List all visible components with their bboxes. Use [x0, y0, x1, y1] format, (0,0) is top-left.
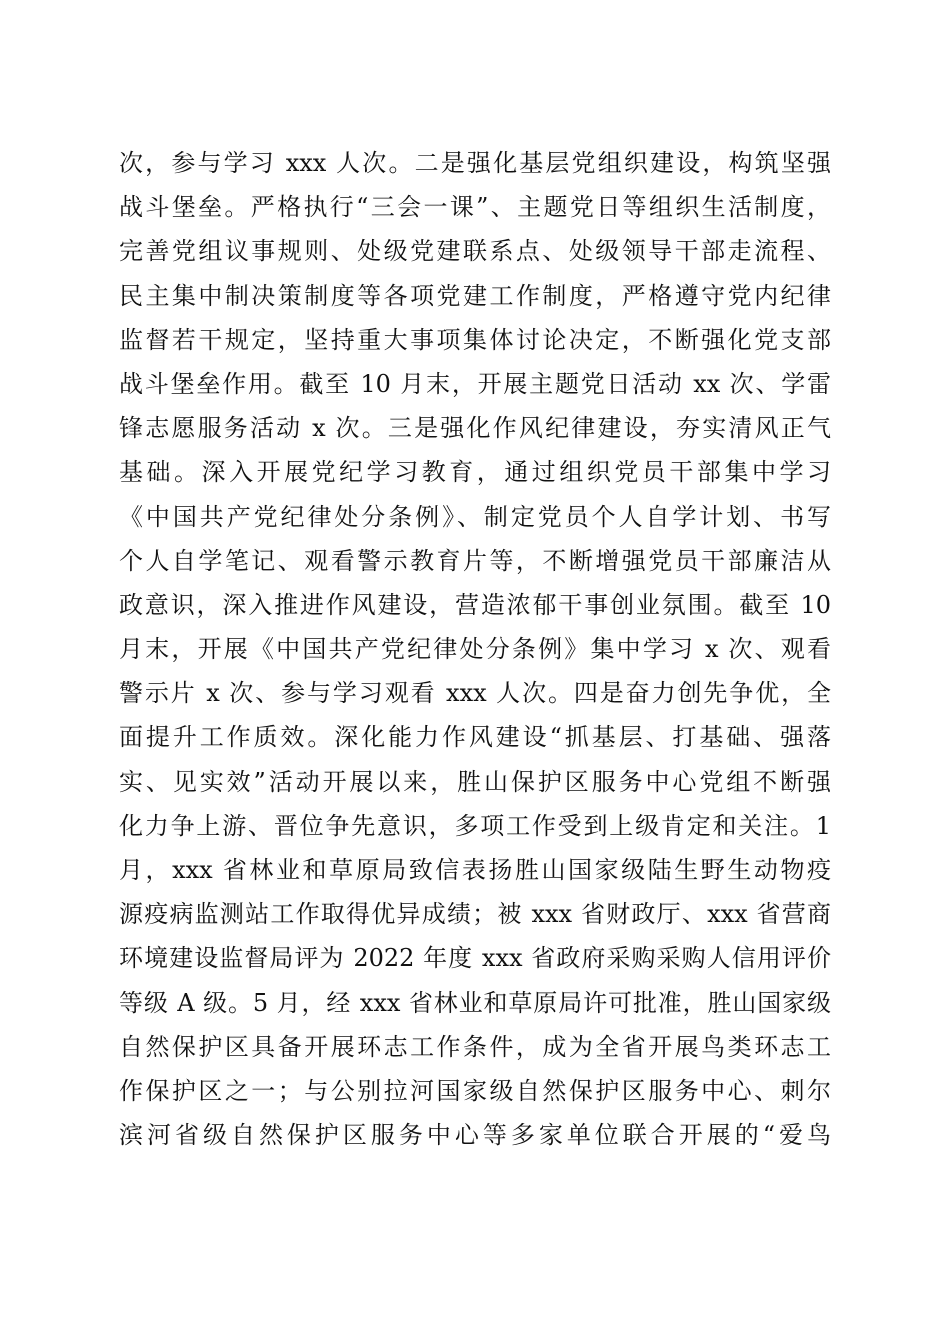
text-line: 源疫病监测站工作取得优异成绩；被 xxx 省财政厅、xxx 省营商 [119, 900, 831, 929]
text-line: 个人自学笔记、观看警示教育片等，不断增强党员干部廉洁从 [119, 546, 831, 575]
body-paragraph [119, 141, 831, 1157]
text-line: 月，xxx 省林业和草原局致信表扬胜山国家级陆生野生动物疫 [119, 856, 831, 884]
text-line: 基础。深入开展党纪学习教育，通过组织党员干部集中学习 [119, 458, 831, 487]
text-line: 《中国共产党纪律处分条例》、制定党员个人自学计划、书写 [119, 502, 831, 531]
text-line: 环境建设监督局评为 2022 年度 xxx 省政府采购采购人信用评价 [119, 944, 831, 973]
text-line: 监督若干规定，坚持重大事项集体讨论决定，不断强化党支部 [119, 325, 831, 354]
text-line: 化力争上游、晋位争先意识，多项工作受到上级肯定和关注。1 [119, 811, 831, 840]
text-line: 月末，开展《中国共产党纪律处分条例》集中学习 x 次、观看 [119, 635, 831, 664]
text-line: 警示片 x 次、参与学习观看 xxx 人次。四是奋力创先争优，全 [119, 679, 831, 708]
text-line: 政意识，深入推进作风建设，营造浓郁干事创业氛围。截至 10 [119, 590, 831, 619]
text-line: 次，参与学习 xxx 人次。二是强化基层党组织建设，构筑坚强 [119, 149, 831, 177]
text-line: 面提升工作质效。深化能力作风建设“抓基层、打基础、强落 [119, 723, 831, 752]
text-line: 滨河省级自然保护区服务中心等多家单位联合开展的“爱鸟 [119, 1121, 831, 1150]
text-line: 民主集中制决策制度等各项党建工作制度，严格遵守党内纪律 [119, 281, 831, 310]
text-line: 锋志愿服务活动 x 次。三是强化作风纪律建设，夯实清风正气 [119, 414, 831, 443]
text-line: 战斗堡垒作用。截至 10 月末，开展主题党日活动 xx 次、学雷 [119, 369, 831, 398]
text-line: 等级 A 级。5 月，经 xxx 省林业和草原局许可批准，胜山国家级 [119, 988, 831, 1017]
text-line: 实、见实效”活动开展以来，胜山保护区服务中心党组不断强 [119, 767, 831, 796]
text-line: 自然保护区具备开展环志工作条件，成为全省开展鸟类环志工 [119, 1032, 831, 1061]
text-line: 完善党组议事规则、处级党建联系点、处级领导干部走流程、 [119, 237, 831, 266]
text-line: 战斗堡垒。严格执行“三会一课”、主题党日等组织生活制度， [119, 193, 831, 222]
text-line: 作保护区之一；与公别拉河国家级自然保护区服务中心、刺尔 [119, 1076, 831, 1105]
